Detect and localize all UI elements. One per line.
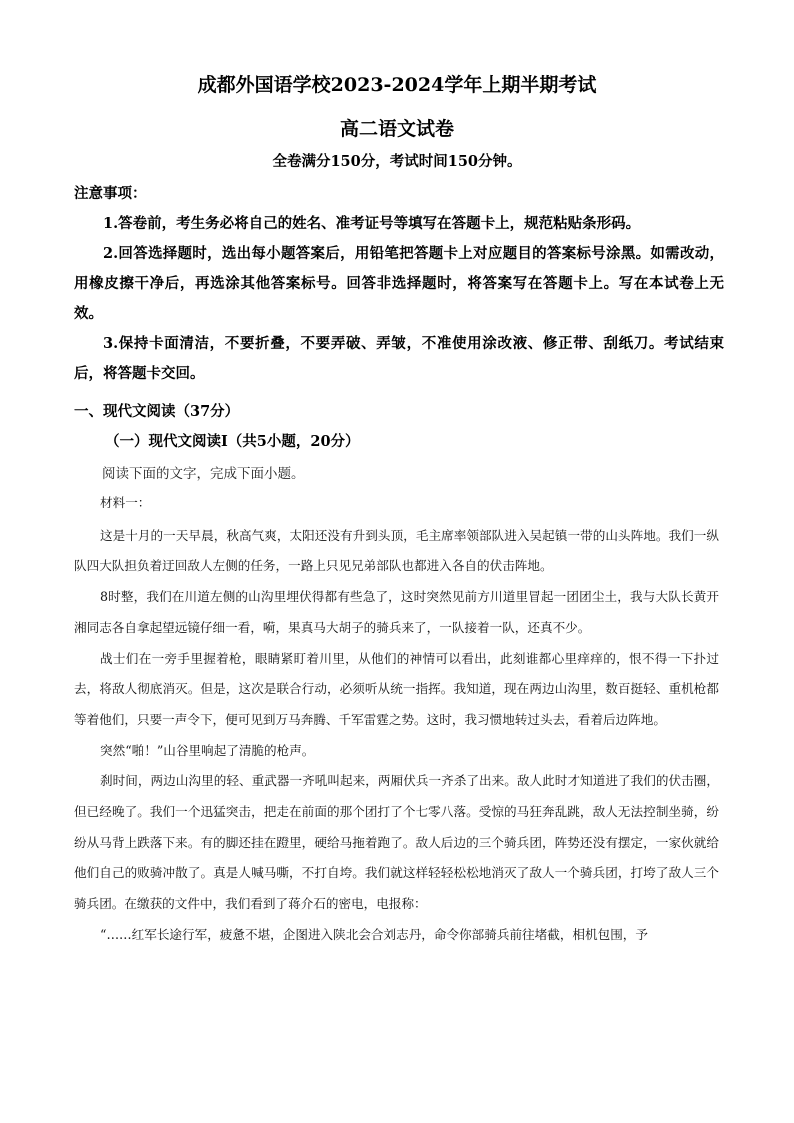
article-paragraph: “……红军长途行军，疲惫不堪，企图进入陕北会合刘志丹，命令你部骑兵前往堵截，相机包围，予 — [100, 926, 648, 942]
notes-heading: 注意事项： — [74, 185, 147, 202]
exam-subtitle: 高二语文试卷 — [339, 118, 454, 140]
note-item: 2.回答选择题时，选出每小题答案后，用铅笔把答题卡上对应题目的答案标号涂黑。如需改动，用橡皮擦干净后，再选涂其他答案标号。回答非选择题时，将答案写在答题卡上。写在本试卷上无效。 — [74, 245, 724, 322]
material-label: 材料一： — [100, 495, 151, 510]
note-item: 3.保持卡面清洁，不要折叠，不要弄破、弄皱，不准使用涂改液、修正带、刮纸刀。考试结束后，将答题卡交回。 — [74, 335, 724, 382]
exam-title: 成都外国语学校2023-2024学年上期半期考试 — [197, 74, 597, 96]
article-paragraph: 战士们在一旁手里握着枪，眼睛紧盯着川里，从他们的神情可以看出，此刻谁都心里痒痒的，恨不得一下扑过去，将敌人彻底消灭。但是，这次是联合行动，必须听从统一指挥。我知道，现在两边山沟里，数百挺轻、重机枪都等着他们，只要一声令下，便可见到万马奔腾、千军雷霆之势。这时，我习惯地转过头去，看着后边阵地。 — [74, 650, 719, 727]
subsection-heading: （一）现代文阅读Ⅰ（共5小题，20分） — [105, 433, 360, 450]
exam-info: 全卷满分150分，考试时间150分钟。 — [272, 153, 522, 170]
reading-instruction: 阅读下面的文字，完成下面小题。 — [102, 466, 305, 482]
article-paragraph: 这是十月的一天早晨，秋高气爽，太阳还没有升到头顶，毛主席率领部队进入吴起镇一带的山头阵地。我们一纵队四大队担负着迂回敌人左侧的任务，一路上只见兄弟部队也都进入各自的伏击阵地。 — [74, 527, 719, 574]
section-heading: 一、现代文阅读（37分） — [74, 403, 240, 420]
note-item: 1.答卷前，考生务必将自己的姓名、准考证号等填写在答题卡上，规范粘贴条形码。 — [103, 215, 641, 232]
article-paragraph: 突然“啪！”山谷里响起了清脆的枪声。 — [100, 742, 315, 758]
notes-list — [74, 209, 724, 389]
reading-material — [74, 488, 719, 951]
article-paragraph: 8时整，我们在川道左侧的山沟里埋伏得都有些急了，这时突然见前方川道里冒起一团团尘土，我与大队长黄开湘同志各自拿起望远镜仔细一看，嗬，果真马大胡子的骑兵来了，一队接着一队，还真不少。 — [74, 589, 719, 635]
article-paragraph: 刹时间，两边山沟里的轻、重武器一齐吼叫起来，两厢伏兵一齐杀了出来。敌人此时才知道进了我们的伏击圈，但已经晚了。我们一个迅猛突击，把走在前面的那个团打了个七零八落。受惊的马狂奔乱跳，敌人无法控制坐骑，纷纷从马背上跌落下来。有的脚还挂在蹬里，硬给马拖着跑了。敌人后边的三个骑兵团，阵势还没有摆定，一家伙就给他们自己的败骑冲散了。真是人喊马嘶，不打自垮。我们就这样轻轻松松地消灭了敌人一个骑兵团，打垮了敌人三个骑兵团。在缴获的文件中，我们看到了蒋介石的密电，电报称： — [74, 773, 719, 912]
